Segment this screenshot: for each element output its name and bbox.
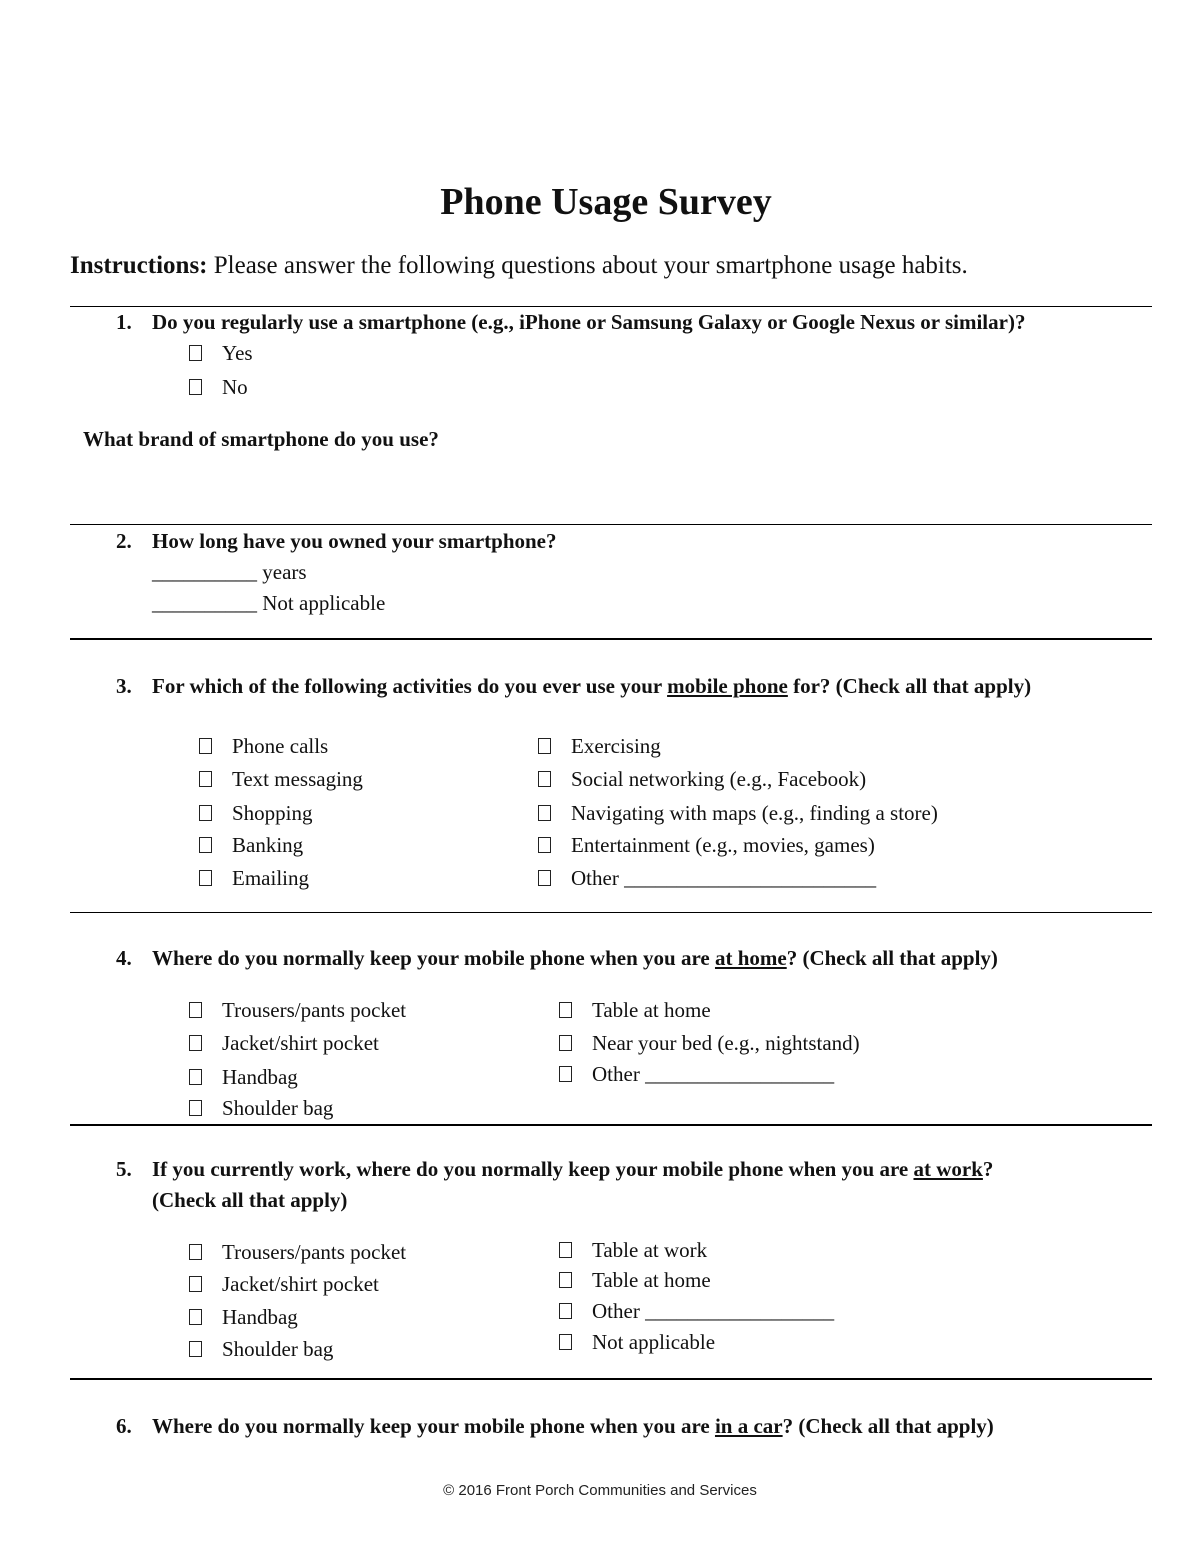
checkbox[interactable] [189,1309,202,1325]
q3-option[interactable] [199,833,303,858]
q2-years-field[interactable] [152,560,307,585]
question-number: 4. [116,946,132,970]
q3-option[interactable] [538,833,875,858]
option-label: Emailing [232,866,309,890]
q5-option[interactable] [559,1268,711,1293]
option-label: Entertainment (e.g., movies, games) [571,833,875,857]
checkbox[interactable] [199,738,212,754]
option-label: Table at home [592,1268,711,1292]
option-label: Jacket/shirt pocket [222,1272,379,1296]
checkbox[interactable] [559,1303,572,1319]
checkbox[interactable] [538,837,551,853]
question-1-followup: What brand of smartphone do you use? [83,427,439,451]
question-5-text-line2: (Check all that apply) [152,1188,348,1212]
checkbox[interactable] [538,771,551,787]
question-number: 2. [116,529,132,553]
q3-option[interactable] [199,866,309,891]
checkbox[interactable] [559,1272,572,1288]
text-part: ? (Check all that apply) [782,1414,994,1438]
blank-line: __________ [152,560,257,584]
checkbox[interactable] [559,1066,572,1082]
q4-option[interactable] [189,1065,298,1090]
option-label: Other __________________ [592,1062,835,1086]
instructions-label: Instructions: [70,252,208,279]
underlined-text: in a car [714,1414,783,1438]
text-part: For which of the following activities do you ever use your [152,674,668,698]
option-label: Near your bed (e.g., nightstand) [592,1031,860,1055]
question-number: 5. [116,1157,132,1181]
option-label: Yes [222,341,253,365]
instructions-text: Please answer the following questions about your smartphone usage habits. [207,252,968,279]
checkbox[interactable] [189,1002,202,1018]
instructions [70,252,968,280]
checkbox[interactable] [199,771,212,787]
checkbox[interactable] [199,837,212,853]
q3-option[interactable] [538,801,938,826]
divider [70,306,1152,307]
question-2-text: How long have you owned your smartphone? [152,529,557,553]
q2-not-applicable-field[interactable] [152,591,385,616]
underlined-text: mobile phone [667,674,788,698]
field-label: Not applicable [262,591,386,615]
option-label: Phone calls [232,734,329,758]
q5-option[interactable] [559,1299,834,1324]
divider [70,524,1152,525]
q3-option[interactable] [538,734,661,759]
checkbox[interactable] [189,1100,202,1116]
q4-option[interactable] [189,1096,333,1121]
question-number: 6. [116,1414,132,1438]
option-label: Handbag [222,1065,298,1089]
q4-option[interactable] [559,1062,834,1087]
option-label: Other ________________________ [571,866,877,890]
checkbox[interactable] [189,1341,202,1357]
text-part: If you currently work, where do you normally keep your mobile phone when you are [152,1157,914,1181]
q5-option[interactable] [559,1330,715,1355]
q3-option[interactable] [538,767,866,792]
q3-option[interactable] [199,801,313,826]
divider [70,1378,1152,1380]
q3-option[interactable] [538,866,876,891]
q1-option-yes[interactable] [189,341,253,366]
option-label: Other __________________ [592,1299,835,1323]
text-part: Where do you normally keep your mobile phone when you are [152,946,715,970]
checkbox[interactable] [538,805,551,821]
underlined-text: at home [714,946,787,970]
q3-option[interactable] [199,767,363,792]
option-label: Handbag [222,1305,298,1329]
q4-option[interactable] [189,1031,379,1056]
option-label: Banking [232,833,304,857]
option-label: Table at home [592,998,711,1022]
checkbox[interactable] [199,805,212,821]
checkbox[interactable] [559,1002,572,1018]
option-label: Shoulder bag [222,1337,334,1361]
q4-option[interactable] [189,998,406,1023]
option-label: Navigating with maps (e.g., finding a store) [571,801,938,825]
option-label: Social networking (e.g., Facebook) [571,767,867,791]
option-label: Exercising [571,734,661,758]
question-4-text [152,946,998,971]
option-label: Trousers/pants pocket [222,998,407,1022]
divider [70,1124,1152,1126]
checkbox[interactable] [189,345,202,361]
question-6-text [152,1414,994,1439]
text-part: for? (Check all that apply) [787,674,1032,698]
question-5-text [152,1157,993,1182]
divider [70,912,1152,913]
divider [70,638,1152,640]
footer-copyright: © 2016 Front Porch Communities and Services [443,1482,757,1499]
page-title: Phone Usage Survey [440,181,772,223]
question-number: 1. [116,310,132,334]
checkbox[interactable] [189,1035,202,1051]
question-3-text [152,674,1031,699]
q5-option[interactable] [189,1337,333,1362]
checkbox[interactable] [199,870,212,886]
q1-option-no[interactable] [189,375,248,400]
text-part: Where do you normally keep your mobile phone when you are [152,1414,715,1438]
option-label: Not applicable [592,1330,716,1354]
q4-option[interactable] [559,998,711,1023]
q5-option[interactable] [559,1238,707,1263]
option-label: Shoulder bag [222,1096,334,1120]
option-label: No [222,375,248,399]
q4-option[interactable] [559,1031,860,1056]
checkbox[interactable] [538,738,551,754]
question-number: 3. [116,674,132,698]
question-1-text: Do you regularly use a smartphone (e.g., iPhone or Samsung Galaxy or Google Nexus or similar)? [152,310,1026,334]
q5-option[interactable] [189,1240,406,1265]
checkbox[interactable] [189,1244,202,1260]
checkbox[interactable] [189,379,202,395]
q3-option[interactable] [199,734,328,759]
option-label: Jacket/shirt pocket [222,1031,379,1055]
option-label: Text messaging [232,767,363,791]
checkbox[interactable] [559,1035,572,1051]
underlined-text: at work [913,1157,983,1181]
checkbox[interactable] [538,870,551,886]
field-label: years [262,560,307,584]
checkbox[interactable] [189,1069,202,1085]
option-label: Trousers/pants pocket [222,1240,407,1264]
text-part: ? [982,1157,994,1181]
q5-option[interactable] [189,1305,298,1330]
text-part: ? (Check all that apply) [786,946,998,970]
blank-line: __________ [152,591,257,615]
checkbox[interactable] [189,1276,202,1292]
option-label: Table at work [592,1238,708,1262]
option-label: Shopping [232,801,313,825]
checkbox[interactable] [559,1242,572,1258]
q5-option[interactable] [189,1272,379,1297]
checkbox[interactable] [559,1334,572,1350]
